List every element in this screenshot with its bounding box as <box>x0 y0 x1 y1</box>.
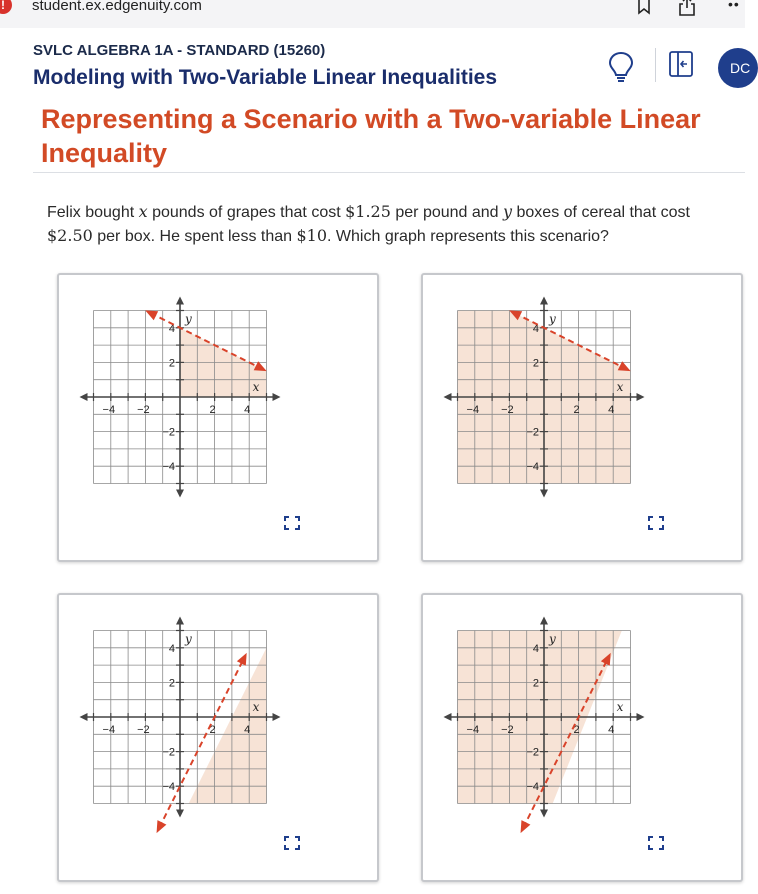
x-tick-label: −2 <box>137 724 150 736</box>
y-axis-arrow <box>540 617 548 625</box>
x-tick-label: −2 <box>501 404 514 416</box>
y-tick-label: 2 <box>168 357 175 370</box>
boundary-arrow <box>157 820 167 833</box>
collapse-panel-icon[interactable] <box>668 50 694 78</box>
share-icon[interactable] <box>678 0 696 16</box>
y-axis-label: y <box>185 632 192 647</box>
y-axis-arrow <box>540 810 548 818</box>
x-axis-arrow <box>273 393 281 401</box>
x-axis-label: x <box>252 700 260 714</box>
header-divider <box>655 48 656 82</box>
y-tick-label: −2 <box>526 426 539 439</box>
y-axis-arrow <box>540 297 548 305</box>
y-axis-arrow <box>176 810 184 818</box>
x-tick-label: 2 <box>573 724 580 736</box>
shaded-region <box>189 648 267 804</box>
x-axis-arrow <box>444 393 452 401</box>
y-tick-label: 2 <box>532 677 539 690</box>
browser-url-bar <box>0 0 745 28</box>
x-tick-label: 2 <box>573 404 580 416</box>
y-tick-label: 2 <box>168 677 175 690</box>
course-name: SVLC ALGEBRA 1A - STANDARD (15260) <box>33 42 326 59</box>
security-warning-icon[interactable]: ! <box>0 0 12 14</box>
y-axis-label: y <box>185 312 192 327</box>
x-axis-label: x <box>616 380 624 394</box>
boundary-arrow <box>521 820 531 833</box>
y-axis-arrow <box>176 490 184 498</box>
x-axis-arrow <box>637 713 645 721</box>
x-tick-label: −2 <box>137 404 150 416</box>
y-tick-label: 4 <box>168 322 175 335</box>
graph-option-a <box>95 295 305 511</box>
y-tick-label: −4 <box>526 781 539 794</box>
x-axis-label: x <box>252 380 260 394</box>
boundary-arrow <box>145 310 158 320</box>
url-text[interactable]: student.ex.edgenuity.com <box>32 0 202 14</box>
activity-title: Representing a Scenario with a Two-variable Linear Inequality <box>41 104 701 168</box>
y-tick-label: 4 <box>168 642 175 655</box>
x-tick-label: 2 <box>209 724 216 736</box>
y-tick-label: 4 <box>532 322 539 335</box>
expand-icon[interactable] <box>648 516 664 530</box>
y-tick-label: 2 <box>532 357 539 370</box>
y-tick-label: −4 <box>162 781 175 794</box>
x-axis-arrow <box>80 393 88 401</box>
answer-option-d[interactable] <box>421 593 743 882</box>
expand-icon[interactable] <box>648 836 664 850</box>
x-tick-label: −4 <box>102 404 116 416</box>
answer-option-c[interactable] <box>57 593 379 882</box>
expand-icon[interactable] <box>284 516 300 530</box>
graph-option-c <box>95 615 305 831</box>
expand-icon[interactable] <box>284 836 300 850</box>
x-tick-label: 4 <box>608 724 615 736</box>
x-axis-arrow <box>444 713 452 721</box>
x-axis-arrow <box>80 713 88 721</box>
y-axis-label: y <box>549 632 556 647</box>
y-tick-label: −2 <box>162 426 175 439</box>
user-avatar[interactable]: DC <box>718 48 758 88</box>
graph-option-d <box>459 615 669 831</box>
y-axis-arrow <box>540 490 548 498</box>
x-tick-label: −4 <box>102 724 116 736</box>
question-text: Felix bought x pounds of grapes that cost $1.25 per pound and y boxes of cereal that cost $2.50 per box. He spent less than $10. Which graph represents this scenario? <box>47 202 690 245</box>
y-tick-label: −2 <box>526 746 539 759</box>
x-tick-label: −2 <box>501 724 514 736</box>
y-tick-label: −4 <box>162 461 175 474</box>
answer-option-a[interactable] <box>57 273 379 562</box>
answer-option-b[interactable] <box>421 273 743 562</box>
x-axis-arrow <box>637 393 645 401</box>
x-axis-label: x <box>616 700 624 714</box>
x-tick-label: 4 <box>244 404 251 416</box>
y-tick-label: −2 <box>162 746 175 759</box>
x-tick-label: 4 <box>244 724 251 736</box>
hint-lightbulb-icon[interactable] <box>606 50 636 84</box>
x-tick-label: 2 <box>209 404 216 416</box>
x-tick-label: −4 <box>466 404 480 416</box>
section-divider <box>33 172 745 173</box>
x-tick-label: 4 <box>608 404 615 416</box>
graph-option-b <box>459 295 669 511</box>
more-options-icon[interactable]: •• <box>728 0 740 12</box>
y-axis-arrow <box>176 617 184 625</box>
lesson-title: Modeling with Two-Variable Linear Inequalities <box>33 66 498 89</box>
y-tick-label: 4 <box>532 642 539 655</box>
x-axis-arrow <box>273 713 281 721</box>
bookmark-icon[interactable] <box>637 0 651 14</box>
y-axis-arrow <box>176 297 184 305</box>
y-axis-label: y <box>549 312 556 327</box>
x-tick-label: −4 <box>466 724 480 736</box>
y-tick-label: −4 <box>526 461 539 474</box>
